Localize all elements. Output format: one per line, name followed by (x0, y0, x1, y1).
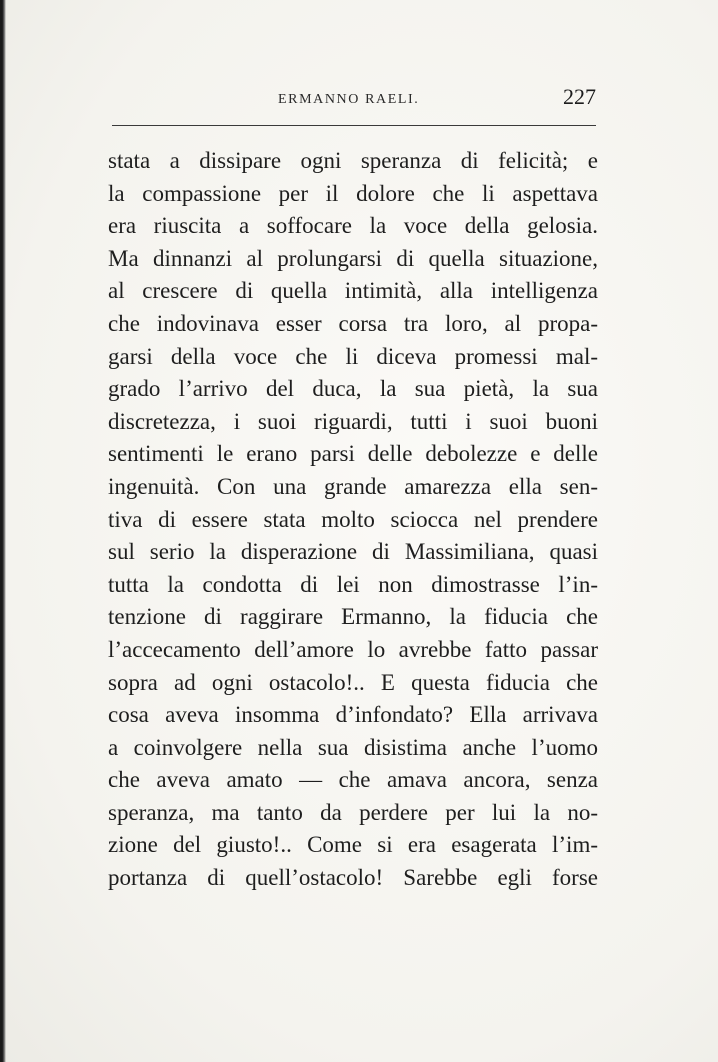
text-line: sopra ad ogni ostacolo!.. E questa fiducia che (108, 669, 598, 695)
text-line: portanza di quell’ostacolo! Sarebbe egli forse (108, 865, 598, 891)
text-line: ingenuità. Con una grande amarezza ella sen- (108, 473, 598, 499)
text-line: Ma dinnanzi al prolungarsi di quella situazione, (108, 245, 598, 271)
page-number: 227 (563, 84, 596, 109)
text-line: stata a dissipare ogni speranza di felicità; e (108, 148, 598, 173)
text-line: era riuscita a soffocare la voce della gelosia. (108, 213, 598, 239)
text-line: cosa aveva insomma d’infondato? Ella arrivava (108, 702, 598, 728)
text-line: che indovinava esser corsa tra loro, al propa- (108, 310, 598, 336)
text-line: la compassione per il dolore che li aspettava (108, 180, 598, 206)
book-spine-edge (0, 0, 6, 1062)
text-line: tutta la condotta di lei non dimostrasse l’in- (108, 571, 598, 597)
running-title: ERMANNO RAELI. (278, 92, 420, 107)
text-line: al crescere di quella intimità, alla intelligenza (108, 278, 598, 304)
text-line: tiva di essere stata molto sciocca nel prendere (108, 506, 598, 532)
text-line: l’accecamento dell’amore lo avrebbe fatto passar (108, 636, 598, 662)
text-line: discretezza, i suoi riguardi, tutti i suoi buoni (108, 408, 598, 434)
text-line: sul serio la disperazione di Massimiliana, quasi (108, 539, 598, 565)
text-line: che aveva amato — che amava ancora, senza (108, 767, 598, 793)
page-header (108, 86, 600, 116)
text-line: a coinvolgere nella sua disistima anche l’uomo (108, 734, 598, 760)
text-line: sentimenti le erano parsi delle debolezze e delle (108, 441, 598, 467)
header-rule (112, 125, 596, 126)
body-text (108, 145, 598, 895)
text-line: zione del giusto!.. Come si era esagerata l’im- (108, 832, 598, 858)
text-line: garsi della voce che li diceva promessi mal- (108, 343, 598, 369)
text-line: speranza, ma tanto da perdere per lui la no- (108, 799, 598, 825)
text-line: tenzione di raggirare Ermanno, la fiducia che (108, 604, 598, 630)
text-line: grado l’arrivo del duca, la sua pietà, la sua (108, 376, 598, 402)
